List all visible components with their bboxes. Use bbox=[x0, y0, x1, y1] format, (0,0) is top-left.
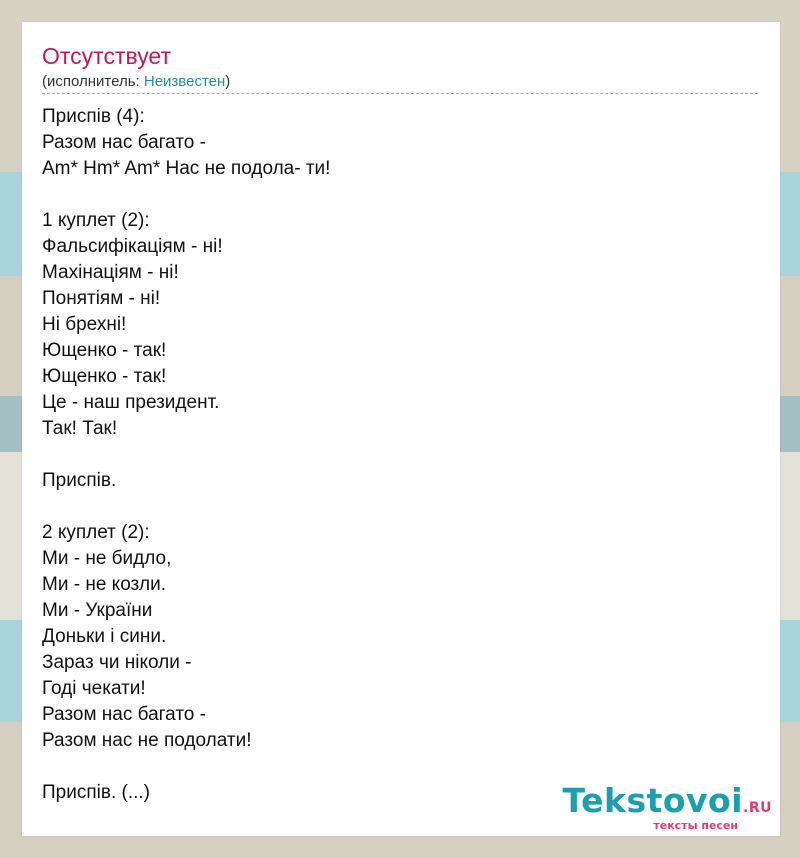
lyrics-line bbox=[42, 494, 330, 520]
lyrics-line: Am* Hm* Am* Нас не подола- ти! bbox=[42, 158, 331, 179]
lyrics-line: Ми - не козли. bbox=[42, 574, 167, 595]
lyrics-line: Зараз чи ніколи - bbox=[42, 652, 192, 673]
lyrics-line: Приспів. (...) bbox=[42, 782, 150, 803]
lyrics-line: Ющенко - так! bbox=[42, 366, 167, 387]
lyrics-line: Годі чекати! bbox=[42, 678, 146, 699]
lyrics-line bbox=[42, 754, 330, 780]
lyrics-line: Ні брехні! bbox=[42, 314, 127, 335]
lyrics-line: Разом нас не подолати! bbox=[42, 730, 252, 751]
artist-prefix: (исполнитель: bbox=[42, 73, 144, 90]
artist-line bbox=[42, 73, 230, 91]
lyrics-line: Ющенко - так! bbox=[42, 340, 167, 361]
lyrics-line: Разом нас багато - bbox=[42, 704, 206, 725]
lyrics-line bbox=[42, 442, 330, 468]
lyrics-line: Приспів. bbox=[42, 470, 117, 491]
lyrics-line: 1 куплет (2): bbox=[42, 210, 150, 231]
logo-tagline: тексты песен bbox=[653, 819, 738, 832]
site-logo[interactable] bbox=[562, 783, 772, 832]
lyrics-line bbox=[42, 182, 330, 208]
lyrics-line: Ми - не бидло, bbox=[42, 548, 172, 569]
lyrics-line: Махінаціям - ні! bbox=[42, 262, 179, 283]
artist-link[interactable]: Неизвестен bbox=[143, 73, 226, 90]
title-divider bbox=[42, 93, 758, 94]
lyrics-text bbox=[42, 104, 330, 806]
lyrics-line: Це - наш президент. bbox=[42, 392, 220, 413]
lyrics-line: Понятіям - ні! bbox=[42, 288, 161, 309]
logo-wordmark: Tekstovoi bbox=[562, 781, 744, 820]
lyrics-line: Ми - України bbox=[42, 600, 153, 621]
lyrics-line: Приспів (4): bbox=[42, 106, 145, 127]
lyrics-line: Разом нас багато - bbox=[42, 132, 206, 153]
lyrics-line: Доньки і сини. bbox=[42, 626, 167, 647]
logo-tld: .RU bbox=[743, 800, 772, 816]
lyrics-card bbox=[22, 22, 780, 836]
artist-suffix: ) bbox=[225, 73, 231, 90]
lyrics-line: Так! Так! bbox=[42, 418, 118, 439]
lyrics-line: Фальсифікаціям - ні! bbox=[42, 236, 223, 257]
lyrics-line: 2 куплет (2): bbox=[42, 522, 150, 543]
song-title: Отсутствует bbox=[42, 43, 171, 69]
